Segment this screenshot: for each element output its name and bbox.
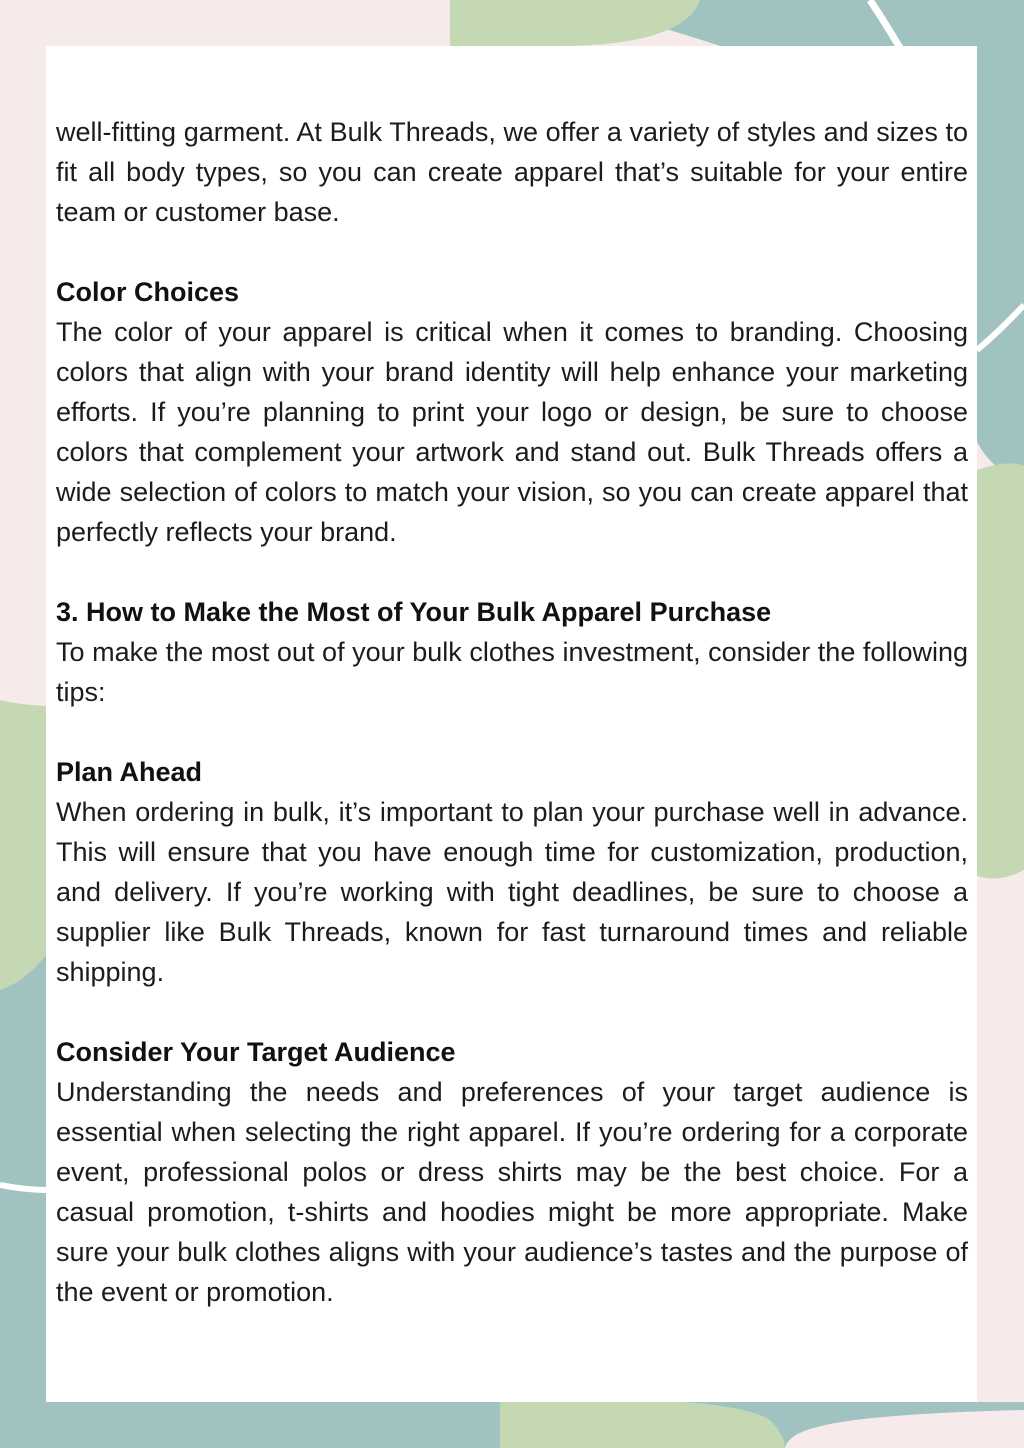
heading-plan-ahead: Plan Ahead [56, 757, 203, 787]
green-blob-right [977, 463, 1024, 878]
green-blob-left [0, 700, 46, 990]
heading-how-to-make-most: 3. How to Make the Most of Your Bulk Apparel Purchase [56, 597, 772, 627]
intro-paragraph: well-fitting garment. At Bulk Threads, we offer a variety of styles and sizes to fit all body types, so you can create apparel that’s suitable for your entire team or customer base. [56, 117, 968, 227]
heading-target-audience: Consider Your Target Audience [56, 1037, 456, 1067]
document-page [46, 46, 977, 1402]
paragraph-plan-ahead: When ordering in bulk, it’s important to plan your purchase well in advance. This will ensure that you have enough time for customization, production, and delivery. If you’re working with tight deadlines, be sure to choose a supplier like Bulk Threads, known for fast turnaround times and reliable shipping. [56, 797, 968, 987]
paragraph-color-choices: The color of your apparel is critical when it comes to branding. Choosing colors that align with your brand identity will help enhance your marketing efforts. If you’re planning to print your logo or design, be sure to choose colors that complement your artwork and stand out. Bulk Threads offers a wide selection of colors to match your vision, so you can create apparel that perfectly reflects your brand. [56, 317, 968, 547]
heading-color-choices: Color Choices [56, 277, 240, 307]
teal-blob-left [0, 955, 46, 1448]
paragraph-how-to-make-most: To make the most out of your bulk clothes investment, consider the following tips: [56, 637, 968, 707]
paragraph-target-audience: Understanding the needs and preferences of your target audience is essential when selecting the right apparel. If you’re ordering for a corporate event, professional polos or dress shirts may be the best choice. For a casual promotion, t-shirts and hoodies might be more appropriate. Make sure your bulk clothes aligns with your audience’s tastes and the purpose of the event or promotion. [56, 1077, 968, 1307]
